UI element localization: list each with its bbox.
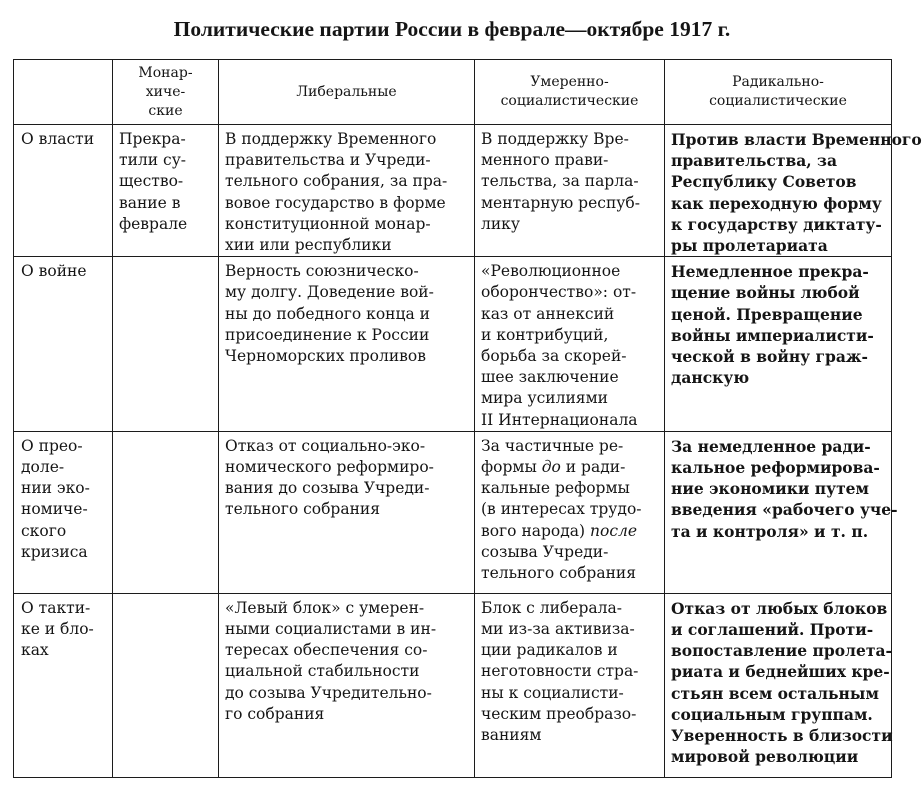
cell-moderate-economy: [475, 431, 665, 593]
cell-liberal-power: [219, 125, 475, 257]
cell-liberal-tactics: [219, 593, 475, 777]
header-line: Либеральные: [296, 83, 397, 100]
cell-moderate-war: [475, 257, 665, 432]
cell-line: ческим преобразо-: [481, 704, 637, 723]
cell-line: ческой в войну граж-: [671, 347, 868, 367]
cell-line: мировой революции: [671, 747, 859, 767]
cell-line: неготовности стра-: [481, 662, 639, 681]
cell-line: му долгу. Доведение вой-: [225, 283, 434, 302]
cell-line: каз от аннексий: [481, 304, 615, 323]
cell-monarchist-tactics: [113, 593, 219, 777]
text-run: вого народа): [481, 521, 591, 540]
cell-line: мира усилиями: [481, 389, 608, 408]
cell-line: вопоставление пролета-: [671, 641, 892, 661]
cell-line: менного прави-: [481, 151, 609, 170]
cell-line: Блок с либерала-: [481, 598, 622, 617]
cell-line: как переходную форму: [671, 193, 882, 213]
cell-line: кальное реформирова-: [671, 458, 880, 478]
row-header-line: О войне: [21, 262, 87, 281]
cell-line: введения «рабочего уче-: [671, 500, 898, 520]
cell-line: оборончество»: от-: [481, 283, 637, 302]
header-line: ские: [148, 102, 183, 119]
cell-moderate-power: [475, 125, 665, 257]
row-header-war: [14, 257, 113, 432]
row-header-line: доле-: [21, 458, 65, 477]
cell-line: За частичные ре-: [481, 436, 624, 455]
cell-line: Республику Советов: [671, 172, 857, 192]
row-header-line: О прео-: [21, 436, 83, 455]
header-line: хиче-: [145, 83, 186, 100]
cell-line: хии или республики: [225, 236, 392, 255]
cell-line: ны к социалисти-: [481, 683, 624, 702]
cell-line: Против власти Временного: [671, 130, 922, 149]
table-row-war: [14, 257, 892, 432]
cell-line: войны империалисти-: [671, 325, 874, 345]
header-line: социалистические: [709, 93, 847, 109]
cell-line: В поддержку Вре-: [481, 130, 629, 148]
text-run: и ради-: [560, 458, 626, 477]
cell-liberal-war: [219, 257, 475, 432]
row-header-economy: [14, 431, 113, 593]
cell-line: та и контроля» и т. п.: [671, 521, 869, 541]
table-row-economy: [14, 431, 892, 593]
cell-line: борьба за скорей-: [481, 347, 627, 366]
cell-monarchist-war: [113, 257, 219, 432]
cell-line: (в интересах трудо-: [481, 500, 642, 519]
cell-line: конституционной монар-: [225, 214, 431, 233]
cell-line: «Революционное: [481, 262, 621, 281]
table-row-tactics: [14, 593, 892, 777]
cell-line: вания до созыва Учреди-: [225, 479, 430, 498]
cell-radical-economy: [665, 431, 898, 593]
cell-line: правительства и Учреди-: [225, 151, 431, 170]
cell-line: Отказ от социально-эко-: [225, 436, 426, 455]
cell-line: ние экономики путем: [671, 479, 869, 499]
row-header-line: ского: [21, 521, 67, 540]
cell-line: тересах обеспечения со-: [225, 641, 428, 660]
cell-monarchist-economy: [113, 431, 219, 593]
cell-line: данскую: [671, 368, 750, 388]
cell-line: ры пролетариата: [671, 236, 828, 256]
row-header-line: номиче-: [21, 500, 88, 519]
cell-line: ны до победного конца и: [225, 304, 430, 323]
cell-line: щество-: [119, 172, 184, 191]
cell-monarchist-power: [113, 125, 219, 257]
cell-line: вовое государство в форме: [225, 193, 446, 212]
cell-line: и контрибуций,: [481, 325, 609, 344]
column-header-monarchist: [113, 60, 219, 125]
column-header-radical: [665, 60, 892, 125]
cell-line: В поддержку Временного: [225, 130, 437, 148]
cell-line: Отказ от любых блоков: [671, 598, 888, 618]
table-header-row: [14, 60, 892, 125]
cell-line: За немедленное ради-: [671, 436, 871, 456]
row-header-tactics: [14, 593, 113, 777]
column-header-liberal: [219, 60, 475, 125]
text-run: формы: [481, 458, 542, 477]
row-header-power: [14, 125, 113, 257]
row-header-line: ке и бло-: [21, 620, 94, 639]
column-header-moderate: [475, 60, 665, 125]
cell-line: феврале: [119, 214, 188, 233]
row-header-line: ках: [21, 641, 49, 660]
cell-line: щение войны любой: [671, 283, 860, 303]
cell-line: риата и беднейших кре-: [671, 662, 890, 682]
cell-line: присоединение к России: [225, 325, 430, 344]
cell-line: тельного собрания: [481, 564, 637, 583]
cell-line: Черноморских проливов: [225, 347, 426, 366]
cell-line: [481, 521, 658, 542]
row-header-line: нии эко-: [21, 479, 90, 498]
cell-line: циальной стабильности: [225, 662, 420, 681]
row-header-line: кризиса: [21, 542, 88, 561]
cell-line: Уверенность в близости: [671, 726, 893, 746]
cell-line: тельного собрания: [225, 500, 381, 519]
cell-line: созыва Учреди-: [481, 542, 609, 561]
cell-radical-war: [665, 257, 892, 432]
table-row-power: [14, 125, 892, 257]
cell-line: вание в: [119, 193, 181, 212]
parties-table: [13, 59, 922, 778]
cell-radical-power: [665, 125, 922, 257]
cell-line: к государству диктату-: [671, 214, 882, 234]
cell-line: лику: [481, 214, 520, 233]
row-header-line: О такти-: [21, 598, 91, 617]
cell-line: кальные реформы: [481, 479, 630, 498]
cell-line: ваниям: [481, 726, 542, 745]
header-line: Умеренно-: [530, 74, 609, 90]
cell-line: и соглашений. Проти-: [671, 620, 874, 640]
cell-line: II Интернационала: [481, 410, 638, 429]
cell-line: ции радикалов и: [481, 641, 618, 660]
cell-line: тельства, за парла-: [481, 172, 639, 191]
cell-line: ными социалистами в ин-: [225, 620, 437, 639]
cell-line: Верность союзническо-: [225, 262, 419, 281]
header-corner: [14, 60, 113, 125]
page-title: Политические партии России в феврале—октябре 1917 г.: [173, 17, 731, 41]
cell-liberal-economy: [219, 431, 475, 593]
cell-moderate-tactics: [475, 593, 665, 777]
emphasis-do: до: [541, 458, 561, 477]
cell-radical-tactics: [665, 593, 892, 777]
emphasis-posle: после: [590, 521, 638, 540]
cell-line: тили су-: [119, 151, 187, 170]
cell-line: ценой. Превращение: [671, 304, 863, 324]
cell-line: Немедленное прекра-: [671, 262, 869, 282]
header-line: Радикально-: [732, 74, 824, 90]
cell-line: шее заключение: [481, 368, 619, 387]
cell-line: Прекра-: [119, 130, 186, 148]
cell-line: [481, 457, 658, 478]
cell-line: ментарную респуб-: [481, 193, 640, 212]
cell-line: стьян всем остальным: [671, 683, 879, 703]
cell-line: до созыва Учредительно-: [225, 683, 432, 702]
header-line: социалистические: [500, 93, 639, 109]
header-line: Монар-: [138, 64, 193, 81]
cell-line: ми из-за активиза-: [481, 620, 635, 639]
row-header-line: О власти: [21, 130, 95, 148]
cell-line: тельного собрания, за пра-: [225, 172, 448, 191]
cell-line: го собрания: [225, 704, 325, 723]
cell-line: социальным группам.: [671, 704, 873, 724]
cell-line: «Левый блок» с умерен-: [225, 598, 425, 617]
cell-line: правительства, за: [671, 151, 837, 171]
cell-line: номического реформиро-: [225, 458, 434, 477]
